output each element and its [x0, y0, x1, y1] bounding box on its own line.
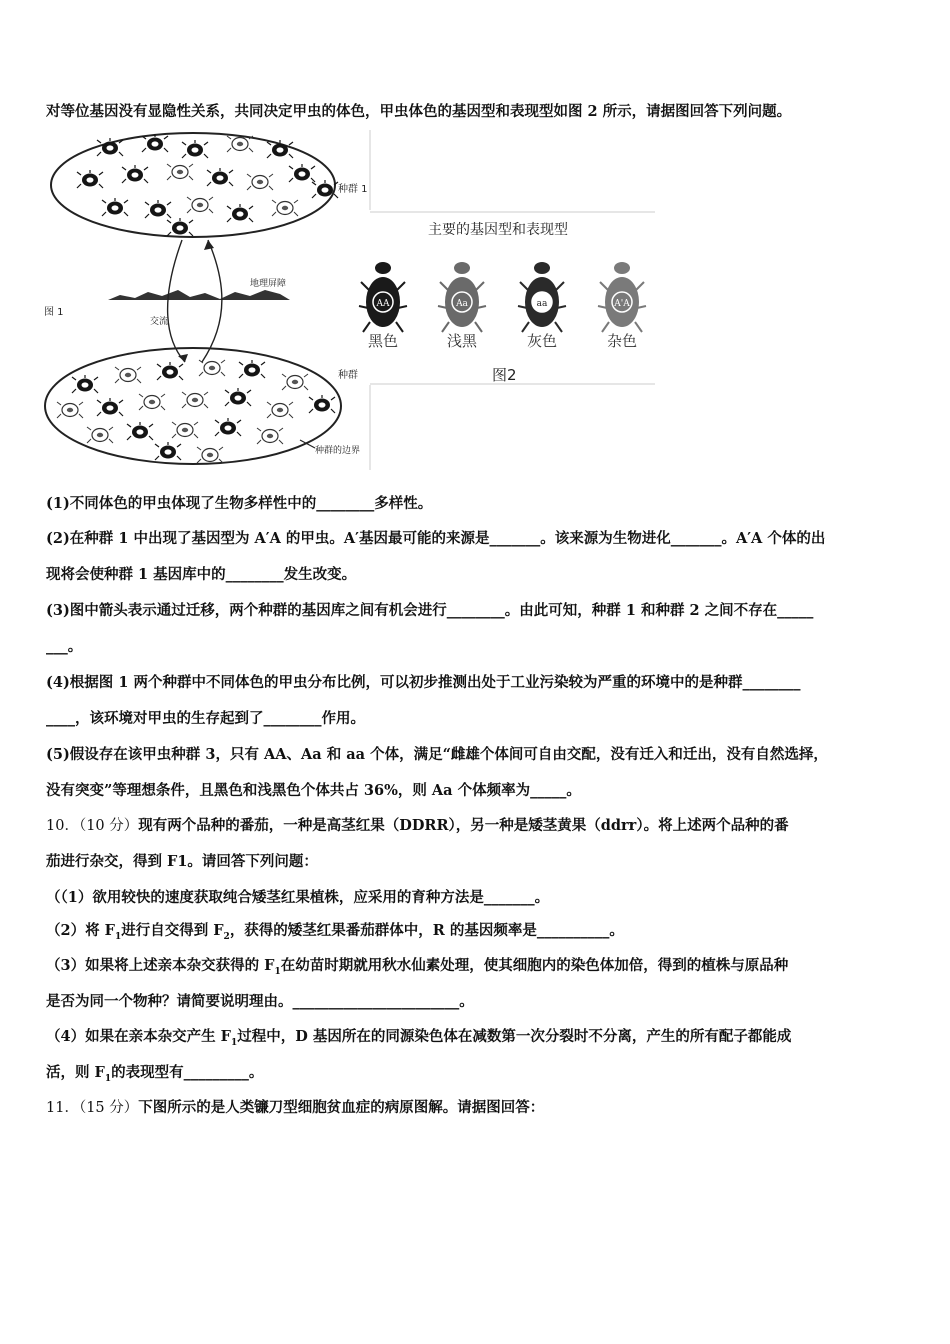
beetle-phenotype-row	[359, 262, 646, 350]
barrier-label: 地理屏障	[250, 279, 287, 289]
q10-part3-line2: 是否为同一个物种？请简要说明理由。_______________________。	[46, 993, 474, 1010]
population-2-label: 种群	[338, 370, 358, 381]
beetle-aa	[359, 262, 407, 350]
exchange-label: 交流	[150, 317, 169, 327]
migration-arrow-down	[168, 240, 185, 362]
q9-part1: (1)不同体色的甲虫体现了生物多样性中的________多样性。	[46, 495, 433, 512]
migration-arrow-up	[202, 240, 222, 362]
q10-part4-line2: 活，则 $F_1$的表现型有_________。	[46, 1064, 264, 1084]
phenotype-label: 灰色	[526, 332, 558, 350]
q11-number: 11．（15 分）	[46, 1100, 139, 1116]
genotype-label: AA	[376, 299, 390, 309]
q10-stem-line2: 茄进行杂交，得到 F1。请回答下列问题：	[46, 853, 318, 870]
q11-stem: 11．（15 分）下图所示的是人类镰刀型细胞贫血症的病原图解。请据图回答：	[46, 1099, 545, 1116]
figure-2-title: 主要的基因型和表现型	[428, 222, 568, 238]
q10-part3-line1: （3）如果将上述亲本杂交获得的 $F_1$在幼苗时期就用秋水仙素处理，使其细胞内的染色体加倍，得到的植株与原品种	[46, 957, 789, 977]
beetle-aprimea	[598, 262, 646, 350]
beetle-figure	[40, 130, 660, 475]
q10-number: 10．（10 分）	[46, 818, 139, 834]
boundary-label: 种群的边界	[315, 446, 361, 456]
beetle-aa	[518, 262, 566, 350]
geographic-barrier	[108, 290, 290, 300]
q10-part1: （（1）欲用较快的速度获取纯合矮茎红果植株，应采用的育种方法是_______。	[46, 889, 550, 906]
phenotype-label: 黑色	[367, 332, 399, 350]
q9-part4-line1: (4)根据图 1 两个种群中不同体色的甲虫分布比例，可以初步推测出处于工业污染较为严重的环境中的是种群________	[46, 674, 801, 691]
q9-part3-line2: ___。	[46, 638, 83, 655]
population-1-label: 种群 1	[338, 184, 368, 195]
genotype-label: aa	[536, 299, 548, 309]
q10-stem-line1: 10．（10 分）现有两个品种的番茄，一种是高茎红果（DDRR），另一种是矮茎黄果（ddrr）。将上述两个品种的番	[46, 817, 789, 834]
q9-part5-line1: (5)假设存在该甲虫种群 3，只有 AA、Aa 和 aa 个体，满足“雌雄个体间可自由交配，没有迁入和迁出，没有自然选择，	[46, 746, 828, 763]
q9-part2-line2: 现将会使种群 1 基因库中的________发生改变。	[46, 566, 357, 583]
genotype-label: Aa	[456, 299, 468, 309]
q10-part2: （2）将 $F_1$进行自交得到 $F_2$，获得的矮茎红果番茄群体中，R 的基因频率是__________。	[46, 922, 624, 942]
figure-1-label: 图 1	[44, 307, 64, 318]
q9-part5-line2: 没有突变”等理想条件，且黑色和浅黑色个体共占 36%，则 Aa 个体频率为_____。	[46, 782, 581, 799]
figure-2-caption: 图2	[492, 366, 517, 384]
q9-part2-line1: (2)在种群 1 中出现了基因型为 A′A 的甲虫。A′基因最可能的来源是_______。该来源为生物进化_______。A′A 个体的出	[46, 530, 826, 547]
q9-part4-line2: ____，该环境对甲虫的生存起到了________作用。	[46, 710, 365, 727]
q9-part3-line1: (3)图中箭头表示通过迁移，两个种群的基因库之间有机会进行________。由此可知，种群 1 和种群 2 之间不存在_____	[46, 602, 814, 619]
phenotype-label: 浅黑	[446, 332, 478, 350]
genotype-label: A'A	[614, 299, 630, 309]
phenotype-label: 杂色	[606, 332, 638, 350]
beetle-aa	[438, 262, 486, 350]
q10-part4-line1: （4）如果在亲本杂交产生 $F_1$过程中，D 基因所在的同源染色体在减数第一次分裂时不分离，产生的所有配子都能成	[46, 1028, 792, 1048]
intro-text: 对等位基因没有显隐性关系，共同决定甲虫的体色，甲虫体色的基因型和表现型如图 2 所示，请据图回答下列问题。	[46, 103, 792, 120]
